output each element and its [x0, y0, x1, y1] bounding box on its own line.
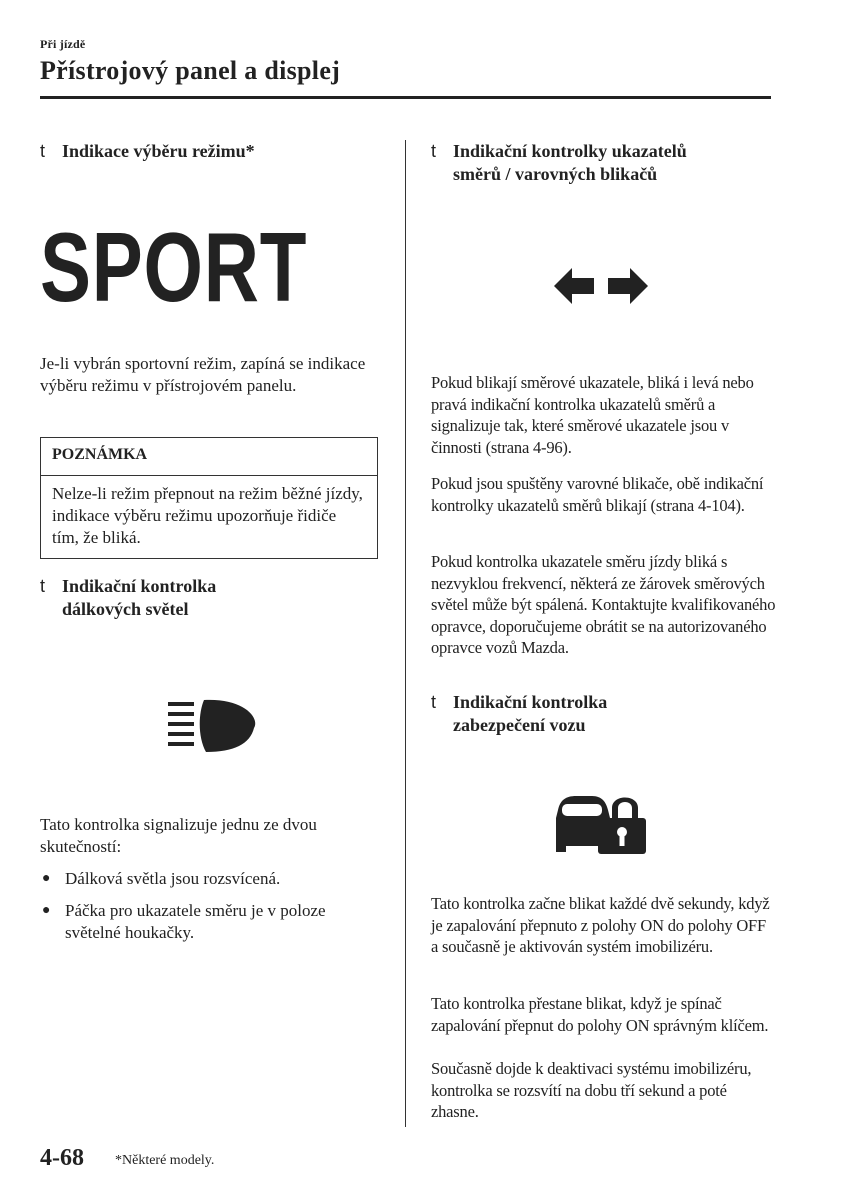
high-beam-heading	[40, 575, 380, 621]
mode-heading	[40, 140, 380, 163]
high-beam-heading-line2: dálkových světel	[62, 599, 189, 619]
header-divider	[40, 96, 771, 99]
page-title: Přístrojový panel a displej	[40, 56, 341, 85]
list-item: ● Páčka pro ukazatele směru je v poloze světelné houkačky.	[42, 901, 326, 942]
mode-description: Je-li vybrán sportovní režim, zapíná se indikace výběru režimu v přístrojovém panelu.	[40, 354, 366, 395]
security-heading	[431, 691, 771, 737]
page-number: 4-68	[40, 1145, 84, 1171]
high-beam-list	[40, 868, 380, 954]
turn-signal-heading	[431, 140, 771, 186]
turn-paragraph-2: Pokud jsou spuštěny varovné blikače, obě indikační kontrolky ukazatelů směrů blikají (strana 4-104).	[431, 474, 764, 515]
turn-paragraph-3: Pokud kontrolka ukazatele směru jízdy bliká s nezvyklou frekvencí, některá ze žárovek směrových světel může být spálená. Kontaktujte kvalifikovaného opravce, doporučujeme obrátit se na autorizovaného opravce vozů Mazda.	[431, 552, 776, 657]
high-beam-heading-line1: Indikační kontrolka	[62, 576, 217, 596]
column-divider	[405, 140, 406, 1127]
section-bullet: t	[431, 692, 437, 712]
security-heading-line2: zabezpečení vozu	[453, 715, 586, 735]
security-paragraph-1: Tato kontrolka začne blikat každé dvě sekundy, když je zapalování přepnuto z polohy ON do polohy OFF a současně je aktivován systém imobilizéru.	[431, 894, 770, 956]
sport-mode-display: SPORT	[40, 212, 308, 322]
section-bullet: t	[40, 576, 46, 596]
footnote: *Některé modely.	[115, 1153, 215, 1168]
turn-heading-line2: směrů / varovných blikačů	[453, 164, 658, 184]
mode-heading-text: Indikace výběru režimu*	[62, 141, 255, 161]
turn-signal-icon	[552, 266, 650, 306]
note-box	[40, 437, 378, 559]
chapter-label: Při jízdě	[40, 37, 86, 51]
security-heading-line1: Indikační kontrolka	[453, 692, 608, 712]
list-item: ● Dálková světla jsou rozsvícená.	[42, 869, 281, 888]
turn-heading-line1: Indikační kontrolky ukazatelů	[453, 141, 687, 161]
turn-paragraph-1: Pokud blikají směrové ukazatele, bliká i levá nebo pravá indikační kontrolka ukazatelů směrů a signalizuje tak, které směrové ukazatele jsou v činnosti (strana 4-96).	[431, 373, 754, 457]
security-lock-icon	[552, 790, 648, 856]
note-text: Nelze-li režim přepnout na režim běžné jízdy, indikace výběru režimu upozorňuje řidiče tím, že bliká.	[52, 484, 363, 547]
note-heading: POZNÁMKA	[41, 438, 377, 476]
high-beam-description: Tato kontrolka signalizuje jednu ze dvou skutečností:	[40, 815, 317, 856]
section-bullet: t	[431, 141, 437, 161]
section-bullet: t	[40, 141, 46, 161]
high-beam-icon	[164, 698, 258, 754]
security-paragraph-2: Tato kontrolka přestane blikat, když je spínač zapalování přepnut do polohy ON správným klíčem.	[431, 994, 769, 1035]
security-paragraph-3: Současně dojde k deaktivaci systému imobilizéru, kontrolka se rozsvítí na dobu tří sekund a poté zhasne.	[431, 1059, 752, 1121]
